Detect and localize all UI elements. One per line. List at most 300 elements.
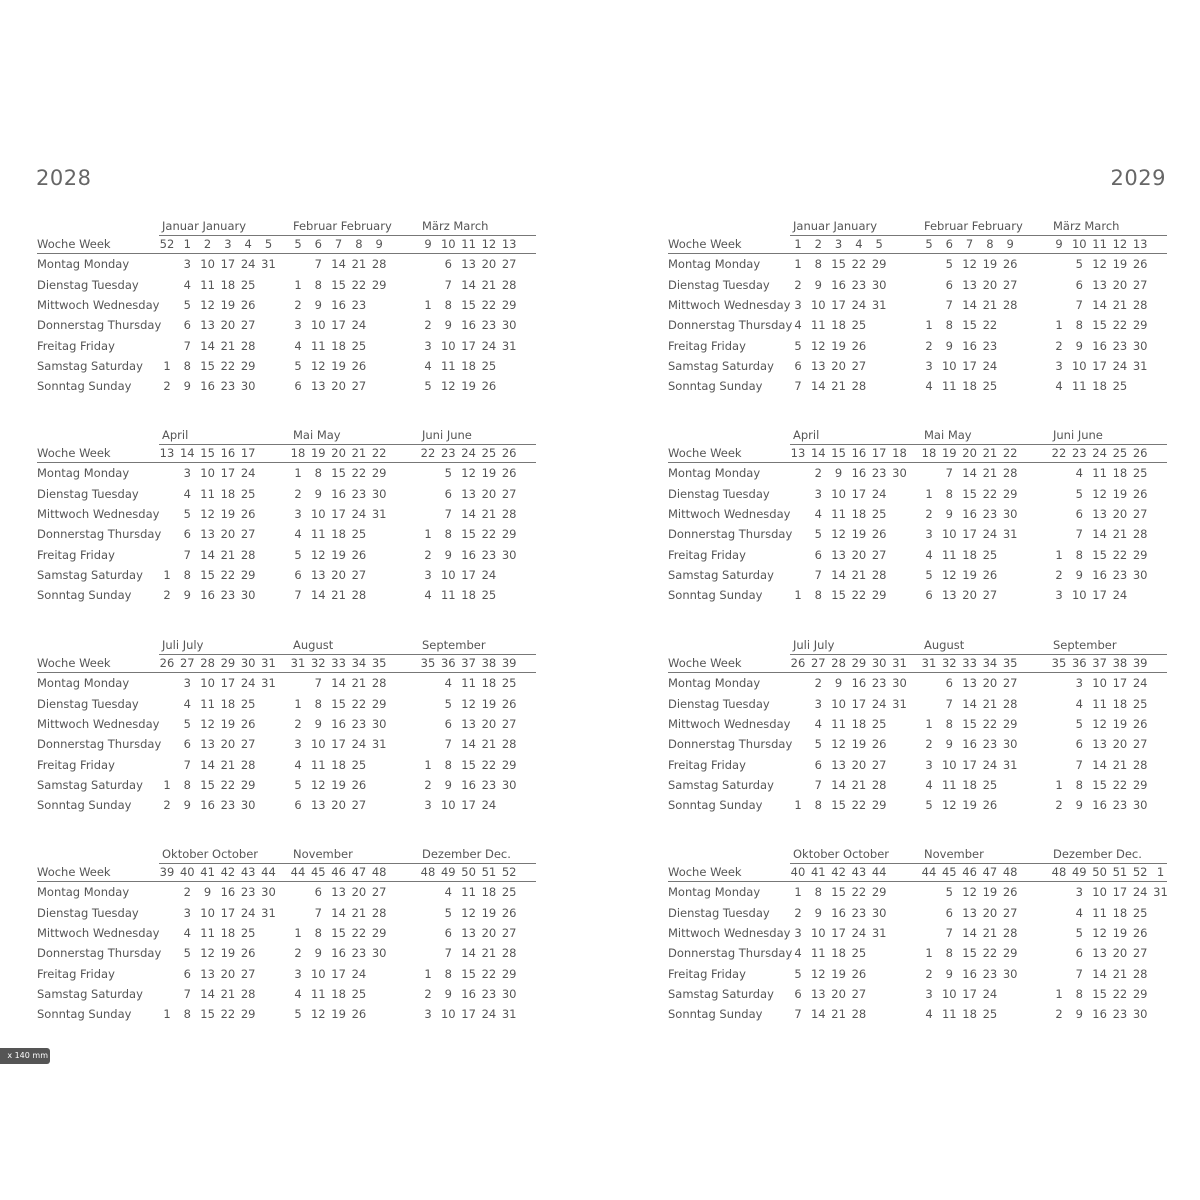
month-title: April: [793, 428, 820, 442]
day-number: 10: [440, 338, 456, 353]
week-number: 31: [261, 656, 276, 670]
weekday-label: Mittwoch Wednesday: [668, 297, 791, 312]
day-number: 11: [1071, 379, 1087, 394]
week-number: 46: [962, 865, 977, 879]
month-title: Juni June: [1053, 428, 1103, 442]
day-number: 29: [1132, 547, 1148, 562]
month-title: August: [924, 638, 965, 652]
day-number: 31: [261, 905, 276, 920]
day-number: 24: [1112, 358, 1128, 373]
day-number: 15: [962, 716, 977, 731]
week-number: 44: [290, 865, 306, 879]
week-number: 41: [810, 865, 826, 879]
day-number: 6: [814, 757, 822, 772]
day-number: 7: [183, 547, 191, 562]
day-number: 10: [831, 696, 846, 711]
day-number: 2: [294, 716, 302, 731]
day-number: 2: [925, 737, 933, 752]
week-number: 16: [220, 446, 236, 460]
week-number: 30: [871, 656, 887, 670]
day-number: 20: [982, 277, 998, 292]
day-number: 7: [794, 379, 802, 394]
day-number: 31: [261, 676, 276, 691]
day-number: 10: [1071, 588, 1087, 603]
day-number: 25: [1132, 466, 1148, 481]
day-number: 16: [962, 338, 977, 353]
day-number: 15: [962, 318, 977, 333]
day-number: 17: [220, 905, 236, 920]
day-number: 29: [1132, 318, 1148, 333]
day-number: 28: [851, 1007, 867, 1022]
weekday-label: Mittwoch Wednesday: [668, 925, 791, 940]
day-number: 15: [831, 885, 846, 900]
day-number: 22: [351, 696, 367, 711]
day-number: 4: [925, 547, 933, 562]
day-number: 28: [240, 757, 256, 772]
day-number: 18: [1112, 696, 1128, 711]
day-number: 8: [314, 925, 322, 940]
day-number: 27: [240, 737, 256, 752]
day-number: 16: [331, 716, 346, 731]
day-number: 29: [240, 358, 256, 373]
day-number: 15: [831, 798, 846, 813]
day-number: 8: [183, 777, 191, 792]
week-number: 22: [420, 446, 436, 460]
day-number: 6: [794, 986, 802, 1001]
day-number: 11: [1092, 905, 1107, 920]
day-number: 17: [331, 966, 346, 981]
divider: [790, 235, 1167, 236]
week-number: 9: [375, 237, 383, 251]
day-number: 16: [962, 966, 977, 981]
day-number: 26: [351, 547, 367, 562]
week-label: Woche Week: [37, 656, 111, 670]
month-title: Februar February: [924, 219, 1023, 233]
week-number: 38: [481, 656, 497, 670]
day-number: 30: [1132, 567, 1148, 582]
week-number: 3: [834, 237, 843, 251]
day-number: 22: [851, 885, 867, 900]
week-number: 12: [481, 237, 497, 251]
day-number: 15: [1092, 547, 1107, 562]
day-number: 16: [331, 486, 346, 501]
day-number: 18: [962, 777, 977, 792]
day-number: 6: [183, 318, 191, 333]
day-number: 20: [831, 986, 846, 1001]
week-number: 48: [371, 865, 387, 879]
day-number: 15: [461, 297, 476, 312]
divider: [37, 672, 536, 673]
weekday-label: Donnerstag Thursday: [37, 318, 162, 333]
day-number: 30: [501, 547, 517, 562]
day-number: 5: [925, 798, 933, 813]
week-number: 39: [1132, 656, 1148, 670]
year-heading: 2029: [1110, 166, 1166, 190]
day-number: 22: [851, 588, 867, 603]
day-number: 25: [481, 358, 497, 373]
day-number: 28: [1002, 297, 1018, 312]
week-number: 46: [331, 865, 346, 879]
week-number: 6: [314, 237, 322, 251]
day-number: 18: [461, 588, 476, 603]
day-number: 3: [925, 527, 933, 542]
weekday-label: Donnerstag Thursday: [668, 737, 793, 752]
day-number: 12: [200, 297, 215, 312]
weekday-label: Donnerstag Thursday: [37, 737, 162, 752]
week-number: 22: [1002, 446, 1018, 460]
day-number: 6: [183, 527, 191, 542]
week-number: 35: [420, 656, 436, 670]
day-number: 3: [1055, 358, 1063, 373]
day-number: 8: [1075, 986, 1083, 1001]
day-number: 5: [424, 379, 432, 394]
day-number: 13: [831, 757, 846, 772]
week-number: 7: [965, 237, 974, 251]
week-number: 47: [982, 865, 998, 879]
day-number: 13: [200, 737, 215, 752]
month-title: März March: [422, 219, 489, 233]
day-number: 7: [1075, 297, 1083, 312]
day-number: 24: [351, 506, 367, 521]
day-number: 18: [1112, 905, 1128, 920]
day-number: 25: [351, 338, 367, 353]
month-title: Oktober October: [162, 847, 259, 861]
week-number: 49: [440, 865, 456, 879]
day-number: 30: [240, 379, 256, 394]
day-number: 25: [351, 527, 367, 542]
day-number: 21: [481, 737, 497, 752]
week-number: 7: [334, 237, 343, 251]
day-number: 4: [1055, 379, 1063, 394]
week-number: 44: [261, 865, 276, 879]
day-number: 11: [461, 676, 476, 691]
day-number: 24: [1112, 588, 1128, 603]
day-number: 25: [851, 946, 867, 961]
day-number: 8: [183, 1007, 191, 1022]
day-number: 23: [871, 676, 887, 691]
day-number: 23: [871, 466, 887, 481]
day-number: 17: [1112, 676, 1128, 691]
day-number: 31: [371, 737, 387, 752]
day-number: 3: [294, 318, 302, 333]
week-number: 27: [179, 656, 195, 670]
week-number: 44: [871, 865, 887, 879]
week-number: 50: [461, 865, 476, 879]
day-number: 5: [294, 358, 302, 373]
day-number: 23: [1112, 338, 1128, 353]
day-number: 27: [851, 358, 867, 373]
day-number: 22: [481, 757, 497, 772]
week-number: 5: [264, 237, 273, 251]
week-label: Woche Week: [668, 865, 742, 879]
day-number: 17: [831, 297, 846, 312]
day-number: 22: [1112, 777, 1128, 792]
week-number: 43: [851, 865, 867, 879]
day-number: 20: [1112, 506, 1128, 521]
day-number: 3: [183, 257, 191, 272]
day-number: 7: [814, 567, 822, 582]
day-number: 13: [461, 257, 476, 272]
day-number: 12: [941, 567, 957, 582]
day-number: 19: [220, 716, 236, 731]
day-number: 30: [1002, 966, 1018, 981]
week-number: 48: [1002, 865, 1018, 879]
day-number: 20: [962, 588, 977, 603]
weekday-label: Freitag Friday: [37, 338, 115, 353]
day-number: 18: [851, 506, 867, 521]
weekday-label: Dienstag Tuesday: [668, 277, 770, 292]
day-number: 8: [945, 716, 953, 731]
week-number: 27: [810, 656, 826, 670]
week-number: 35: [1051, 656, 1067, 670]
day-number: 16: [461, 318, 476, 333]
day-number: 30: [501, 777, 517, 792]
day-number: 2: [163, 379, 171, 394]
day-number: 22: [982, 318, 998, 333]
week-number: 40: [790, 865, 806, 879]
day-number: 12: [200, 716, 215, 731]
day-number: 22: [1112, 986, 1128, 1001]
day-number: 7: [444, 946, 452, 961]
day-number: 25: [982, 777, 998, 792]
divider: [37, 881, 536, 882]
day-number: 16: [461, 777, 476, 792]
day-number: 19: [220, 297, 236, 312]
week-number: 22: [1051, 446, 1067, 460]
day-number: 27: [851, 986, 867, 1001]
day-number: 4: [1075, 466, 1083, 481]
day-number: 28: [851, 379, 867, 394]
divider: [159, 235, 536, 236]
week-number: 18: [290, 446, 306, 460]
day-number: 15: [200, 777, 215, 792]
day-number: 19: [331, 358, 346, 373]
weekday-label: Samstag Saturday: [37, 358, 143, 373]
day-number: 9: [945, 737, 953, 752]
day-number: 13: [461, 716, 476, 731]
day-number: 24: [481, 1007, 497, 1022]
day-number: 18: [831, 318, 846, 333]
day-number: 26: [982, 567, 998, 582]
divider: [668, 253, 1167, 254]
day-number: 7: [945, 696, 953, 711]
day-number: 24: [982, 527, 998, 542]
day-number: 2: [294, 297, 302, 312]
day-number: 2: [925, 966, 933, 981]
weekday-label: Samstag Saturday: [668, 986, 774, 1001]
week-number: 5: [875, 237, 883, 251]
day-number: 19: [331, 547, 346, 562]
weekday-label: Montag Monday: [37, 257, 130, 272]
week-number: 18: [892, 446, 907, 460]
day-number: 28: [351, 588, 367, 603]
day-number: 20: [982, 905, 998, 920]
day-number: 13: [831, 547, 846, 562]
day-number: 12: [831, 527, 846, 542]
day-number: 10: [310, 737, 326, 752]
day-number: 25: [240, 925, 256, 940]
day-number: 29: [1002, 716, 1018, 731]
day-number: 16: [461, 986, 476, 1001]
day-number: 22: [351, 277, 367, 292]
day-number: 5: [183, 716, 191, 731]
day-number: 9: [945, 506, 953, 521]
day-number: 14: [810, 379, 826, 394]
day-number: 25: [871, 716, 887, 731]
week-number: 49: [1071, 865, 1087, 879]
day-number: 4: [794, 946, 802, 961]
day-number: 17: [831, 925, 846, 940]
month-title: Juli July: [162, 638, 204, 652]
day-number: 1: [163, 1007, 171, 1022]
day-number: 13: [310, 798, 326, 813]
day-number: 31: [892, 696, 907, 711]
day-number: 23: [982, 966, 998, 981]
day-number: 15: [200, 1007, 215, 1022]
day-number: 6: [314, 885, 322, 900]
day-number: 28: [240, 338, 256, 353]
day-number: 16: [461, 547, 476, 562]
day-number: 27: [501, 486, 517, 501]
day-number: 29: [371, 466, 387, 481]
week-number: 38: [1112, 656, 1128, 670]
day-number: 20: [331, 379, 346, 394]
day-number: 31: [1002, 527, 1018, 542]
day-number: 24: [481, 567, 497, 582]
day-number: 19: [962, 567, 977, 582]
day-number: 13: [331, 885, 346, 900]
month-title: November: [924, 847, 984, 861]
day-number: 8: [314, 466, 322, 481]
day-number: 15: [331, 466, 346, 481]
day-number: 1: [1055, 777, 1063, 792]
week-number: 28: [200, 656, 215, 670]
day-number: 4: [294, 527, 302, 542]
week-number: 13: [159, 446, 175, 460]
day-number: 9: [444, 547, 452, 562]
week-number: 51: [1112, 865, 1128, 879]
day-number: 29: [240, 567, 256, 582]
day-number: 14: [831, 777, 846, 792]
day-number: 21: [481, 277, 497, 292]
day-number: 2: [294, 946, 302, 961]
day-number: 18: [1092, 379, 1107, 394]
day-number: 8: [1075, 547, 1083, 562]
day-number: 12: [310, 1007, 326, 1022]
day-number: 24: [851, 925, 867, 940]
day-number: 18: [962, 1007, 977, 1022]
day-number: 11: [941, 379, 957, 394]
day-number: 16: [1092, 567, 1107, 582]
day-number: 10: [1092, 676, 1107, 691]
day-number: 11: [310, 338, 326, 353]
week-number: 13: [501, 237, 517, 251]
divider: [159, 654, 536, 655]
day-number: 19: [481, 696, 497, 711]
day-number: 9: [183, 588, 191, 603]
day-number: 2: [925, 338, 933, 353]
weekday-label: Freitag Friday: [668, 338, 746, 353]
day-number: 26: [851, 966, 867, 981]
day-number: 26: [501, 466, 517, 481]
week-number: 48: [420, 865, 436, 879]
day-number: 27: [501, 257, 517, 272]
day-number: 7: [1075, 527, 1083, 542]
day-number: 9: [814, 905, 822, 920]
week-number: 12: [1112, 237, 1128, 251]
day-number: 14: [200, 547, 215, 562]
day-number: 9: [834, 466, 843, 481]
day-number: 18: [220, 696, 236, 711]
day-number: 5: [814, 737, 822, 752]
day-number: 7: [945, 297, 953, 312]
week-label: Woche Week: [668, 237, 742, 251]
day-number: 19: [831, 338, 846, 353]
day-number: 5: [444, 696, 452, 711]
day-number: 29: [501, 297, 517, 312]
week-number: 32: [941, 656, 957, 670]
day-number: 28: [501, 277, 517, 292]
day-number: 3: [925, 757, 933, 772]
week-number: 1: [794, 237, 802, 251]
day-number: 23: [220, 588, 236, 603]
day-number: 26: [1132, 486, 1148, 501]
day-number: 1: [925, 716, 933, 731]
week-number: 8: [986, 237, 994, 251]
day-number: 20: [851, 547, 867, 562]
day-number: 3: [183, 905, 191, 920]
day-number: 13: [200, 527, 215, 542]
day-number: 25: [501, 885, 517, 900]
day-number: 1: [794, 798, 802, 813]
week-number: 52: [501, 865, 517, 879]
day-number: 2: [814, 466, 822, 481]
day-number: 14: [962, 466, 977, 481]
day-number: 13: [962, 676, 977, 691]
day-number: 29: [871, 257, 887, 272]
day-number: 17: [331, 737, 346, 752]
divider: [790, 654, 1167, 655]
weekday-label: Dienstag Tuesday: [37, 696, 139, 711]
week-number: 34: [351, 656, 367, 670]
day-number: 8: [814, 885, 822, 900]
day-number: 4: [925, 1007, 933, 1022]
week-number: 39: [159, 865, 175, 879]
day-number: 11: [941, 547, 957, 562]
day-number: 4: [925, 777, 933, 792]
day-number: 12: [810, 338, 826, 353]
weekday-label: Sonntag Sunday: [668, 1007, 763, 1022]
day-number: 13: [461, 486, 476, 501]
day-number: 1: [294, 696, 302, 711]
day-number: 2: [814, 676, 822, 691]
week-number: 3: [224, 237, 232, 251]
week-number: 31: [290, 656, 306, 670]
day-number: 4: [183, 925, 191, 940]
day-number: 26: [240, 297, 256, 312]
week-number: 5: [294, 237, 302, 251]
day-number: 5: [794, 966, 802, 981]
day-number: 22: [351, 925, 367, 940]
day-number: 14: [200, 757, 215, 772]
day-number: 4: [925, 379, 933, 394]
day-number: 9: [314, 486, 322, 501]
day-number: 13: [962, 905, 977, 920]
day-number: 17: [220, 257, 236, 272]
week-number: 25: [481, 446, 497, 460]
day-number: 1: [163, 777, 171, 792]
day-number: 16: [200, 588, 215, 603]
